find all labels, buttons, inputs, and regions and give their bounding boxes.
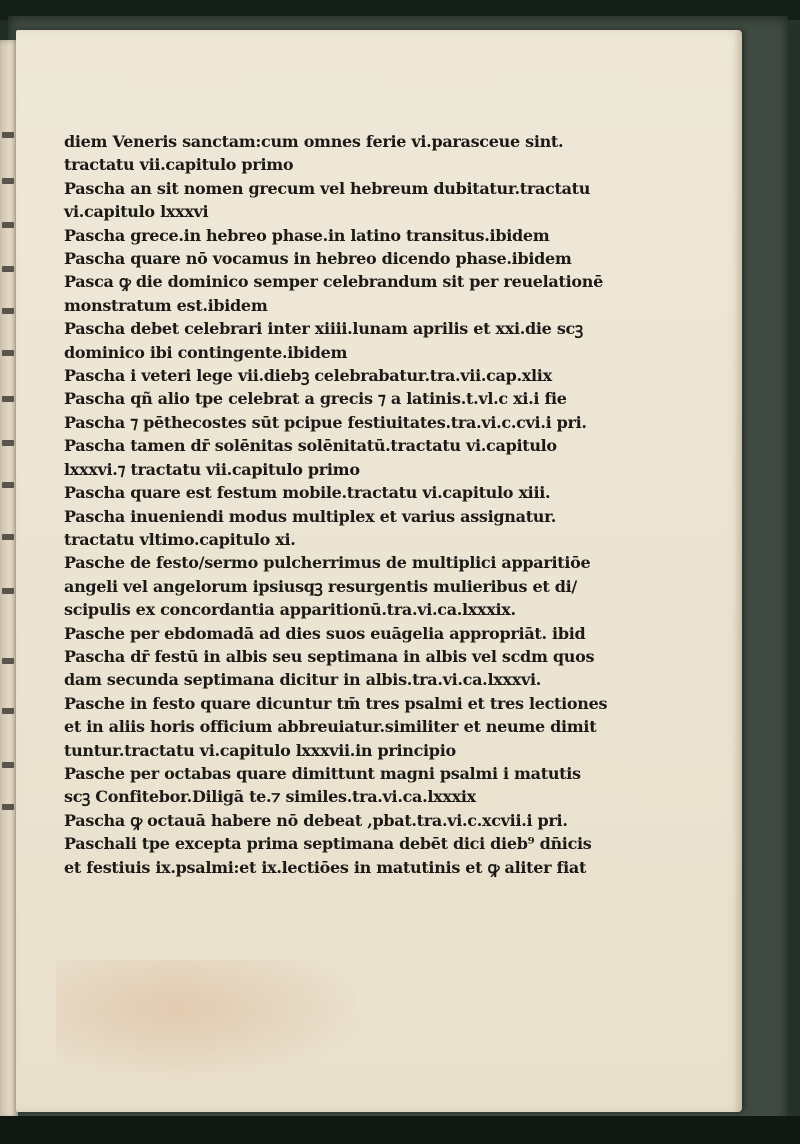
text-line: Pascha inueniendi modus multiplex et varius assignatur. <box>64 506 557 526</box>
text-line: Pascha grece.in hebreo phase.in latino transitus.ibidem <box>64 225 550 245</box>
text-line: dam secunda septimana dicitur in albis.tra.vi.ca.lxxxvi. <box>64 670 541 690</box>
text-line: Pascha debet celebrari inter xiiii.lunam aprilis et xxi.die scꝫ <box>64 319 583 339</box>
text-line: Pasche per ebdomadā ad dies suos euāgelia appropriāt. ibid <box>64 623 586 643</box>
text-line: Pascha an sit nomen grecum vel hebreum dubitatur.tractatu <box>64 178 591 198</box>
text-line: Pasca ꝙ die dominico semper celebrandum sit per reuelationē <box>64 272 603 292</box>
left-text-fragment <box>2 658 14 664</box>
text-line: Pascha i veteri lege vii.diebꝫ celebrabatur.tra.vii.cap.xlix <box>64 366 552 386</box>
binding-bottom-edge <box>0 1116 800 1144</box>
text-line: Pascha quare est festum mobile.tractatu vi.capitulo xiii. <box>64 483 551 503</box>
text-line: Paschali tpe excepta prima septimana debēt dici dieb⁹ dn̄icis <box>64 834 592 854</box>
text-line: Pasche de festo/sermo pulcherrimus de multiplici apparitiōe <box>64 553 591 573</box>
text-line: Pascha qñ alio tpe celebrat a grecis ⁊ a latinis.t.vl.c xi.i fie <box>64 389 567 409</box>
text-line: tractatu vii.capitulo primo <box>64 155 294 175</box>
left-text-fragment <box>2 396 14 402</box>
text-line: et festiuis ix.psalmi:et ix.lectiōes in matutinis et ꝙ aliter fiat <box>64 857 587 877</box>
text-line: scipulis ex concordantia apparitionū.tra.vi.ca.lxxxix. <box>64 600 516 620</box>
left-text-fragment <box>2 308 14 314</box>
text-line: vi.capitulo lxxxvi <box>64 202 209 222</box>
page-stain <box>56 960 356 1080</box>
left-text-fragment <box>2 440 14 446</box>
left-text-fragment <box>2 708 14 714</box>
text-line: scꝫ Confitebor.Diligā te.⁊ similes.tra.vi.ca.lxxxix <box>64 787 476 807</box>
text-line: monstratum est.ibidem <box>64 295 268 315</box>
left-text-fragment <box>2 350 14 356</box>
text-line: Pascha ꝙ octauā habere nō debeat ,pbat.tra.vi.c.xcvii.i pri. <box>64 810 568 830</box>
text-line: tractatu vltimo.capitulo xi. <box>64 529 296 549</box>
text-line: dominico ibi contingente.ibidem <box>64 342 348 362</box>
text-line: Pascha tamen dr̄ solēnitas solēnitatū.tractatu vi.capitulo <box>64 436 557 456</box>
left-text-fragment <box>2 178 14 184</box>
text-line: Pascha dr̄ festū in albis seu septimana in albis vel scdm quos <box>64 646 595 666</box>
left-text-fragment <box>2 222 14 228</box>
text-line: diem Veneris sanctam:cum omnes ferie vi.parasceue sint. <box>64 132 564 151</box>
left-text-fragment <box>2 266 14 272</box>
text-line: et in aliis horis officium abbreuiatur.similiter et neume dimit <box>64 717 597 737</box>
left-text-fragment <box>2 132 14 138</box>
right-page <box>16 30 742 1112</box>
text-line: Pasche in festo quare dicuntur tm̄ tres psalmi et tres lectiones <box>64 693 608 713</box>
left-text-fragment <box>2 534 14 540</box>
text-line: tuntur.tractatu vi.capitulo lxxxvii.in principio <box>64 740 456 760</box>
text-line: angeli vel angelorum ipsiusqꝫ resurgentis mulieribus et di/ <box>64 576 577 596</box>
text-block <box>64 130 684 879</box>
left-text-fragment <box>2 482 14 488</box>
text-line: Pascha quare nō vocamus in hebreo dicendo phase.ibidem <box>64 249 572 269</box>
page-edge-shadow <box>734 30 742 1112</box>
text-line: Pascha ⁊ pēthecostes sūt pcipue festiuitates.tra.vi.c.cvi.i pri. <box>64 412 587 432</box>
left-text-fragment <box>2 804 14 810</box>
text-line: lxxxvi.⁊ tractatu vii.capitulo primo <box>64 459 360 479</box>
text-line: Pasche per octabas quare dimittunt magni psalmi i matutis <box>64 763 581 783</box>
left-text-fragment <box>2 762 14 768</box>
left-text-fragment <box>2 588 14 594</box>
